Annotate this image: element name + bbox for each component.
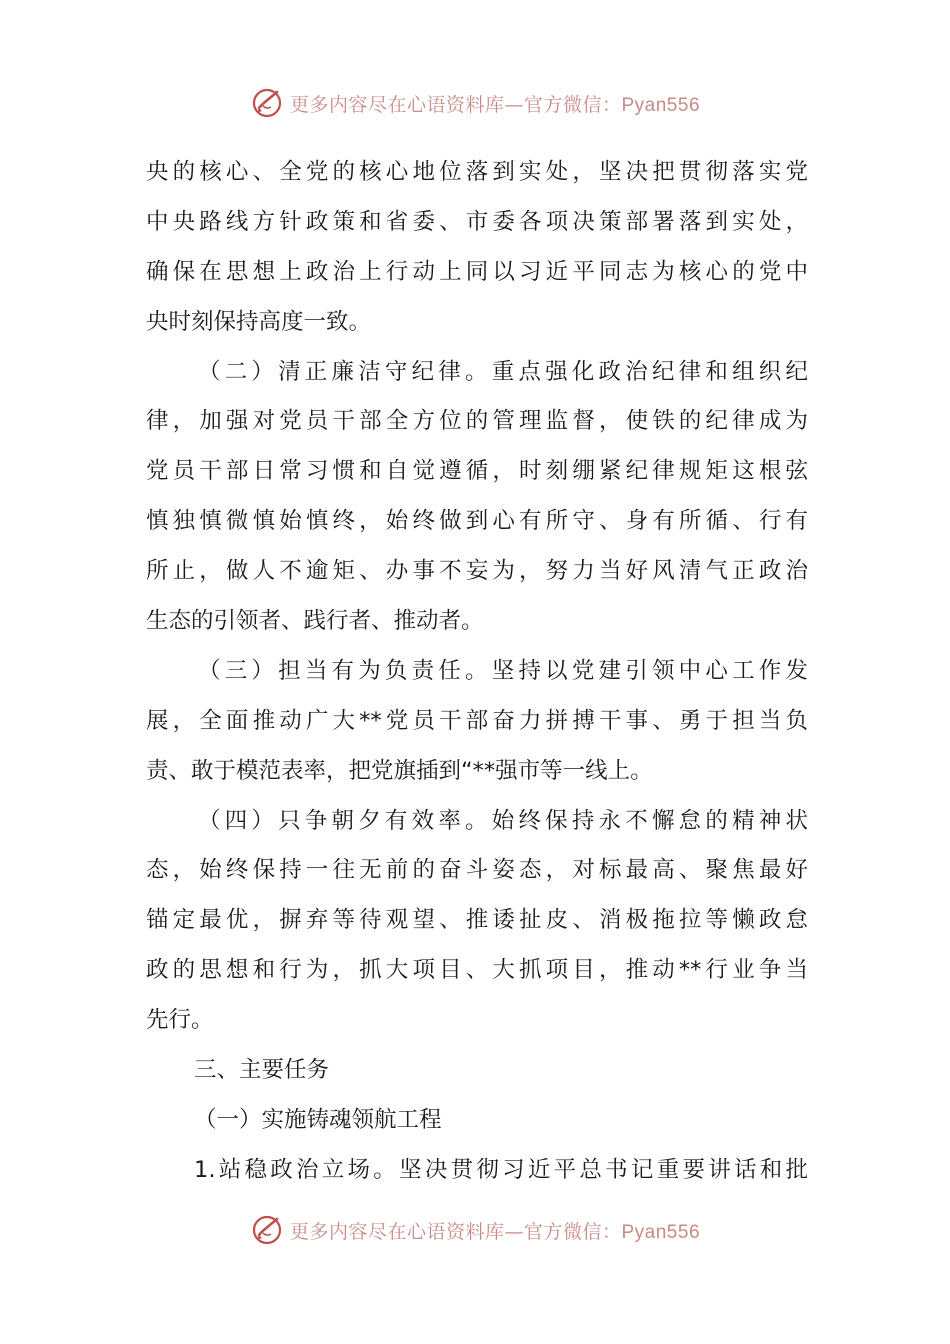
watermark-id: Pyan556 — [621, 1221, 701, 1243]
text-line: 所止，做人不逾矩、办事不妄为，努力当好风清气正政治 — [146, 558, 808, 585]
document-body — [146, 148, 808, 1196]
watermark-text: 更多内容尽在心语资料库—官方微信：Pyan556 — [289, 1220, 701, 1243]
text-line: 政的思想和行为，抓大项目、大抓项目，推动**行业争当 — [146, 957, 808, 984]
watermark-text: 更多内容尽在心语资料库—官方微信：Pyan556 — [289, 93, 701, 116]
paragraph-heading-line: （三）担当有为负责任。坚持以党建引领中心工作发 — [198, 657, 808, 684]
text-line: 先行。 — [146, 1007, 214, 1034]
paragraph-heading-line: （四）只争朝夕有效率。始终保持永不懈怠的精神状 — [198, 807, 808, 834]
paragraph-heading-line: （二）清正廉洁守纪律。重点强化政治纪律和组织纪 — [198, 358, 808, 385]
text-line: 律，加强对党员干部全方位的管理监督，使铁的纪律成为 — [146, 408, 808, 435]
text-line: 1.站稳政治立场。坚决贯彻习近平总书记重要讲话和批 — [194, 1156, 808, 1183]
text-line: 责、敢于模范表率，把党旗插到“**强市等一线上。 — [146, 757, 653, 784]
text-line: 慎独慎微慎始慎终，始终做到心有所守、身有所循、行有 — [146, 508, 808, 535]
text-line: 党员干部日常习惯和自觉遵循，时刻绷紧纪律规矩这根弦 — [146, 458, 808, 485]
pen-logo-icon — [250, 1213, 284, 1247]
header-watermark — [0, 83, 950, 123]
text-line: 确保在思想上政治上行动上同以习近平同志为核心的党中 — [146, 258, 808, 285]
pen-logo-icon — [250, 86, 284, 120]
text-line: 展，全面推动广大**党员干部奋力拼搏干事、勇于担当负 — [146, 707, 808, 734]
text-line: 态，始终保持一往无前的奋斗姿态，对标最高、聚焦最好 — [146, 857, 808, 884]
section-heading: 三、主要任务 — [194, 1057, 330, 1084]
text-line: 中央路线方针政策和省委、市委各项决策部署落到实处， — [146, 208, 808, 235]
footer-watermark — [0, 1210, 950, 1250]
text-line: 央时刻保持高度一致。 — [146, 308, 372, 335]
text-line: 央的核心、全党的核心地位落到实处，坚决把贯彻落实党 — [146, 159, 808, 185]
text-line: 生态的引领者、践行者、推动者。 — [146, 608, 484, 635]
subsection-heading: （一）实施铸魂领航工程 — [194, 1106, 442, 1133]
text-line: 锚定最优，摒弃等待观望、推诿扯皮、消极拖拉等懒政怠 — [146, 907, 808, 934]
watermark-id: Pyan556 — [621, 94, 701, 116]
